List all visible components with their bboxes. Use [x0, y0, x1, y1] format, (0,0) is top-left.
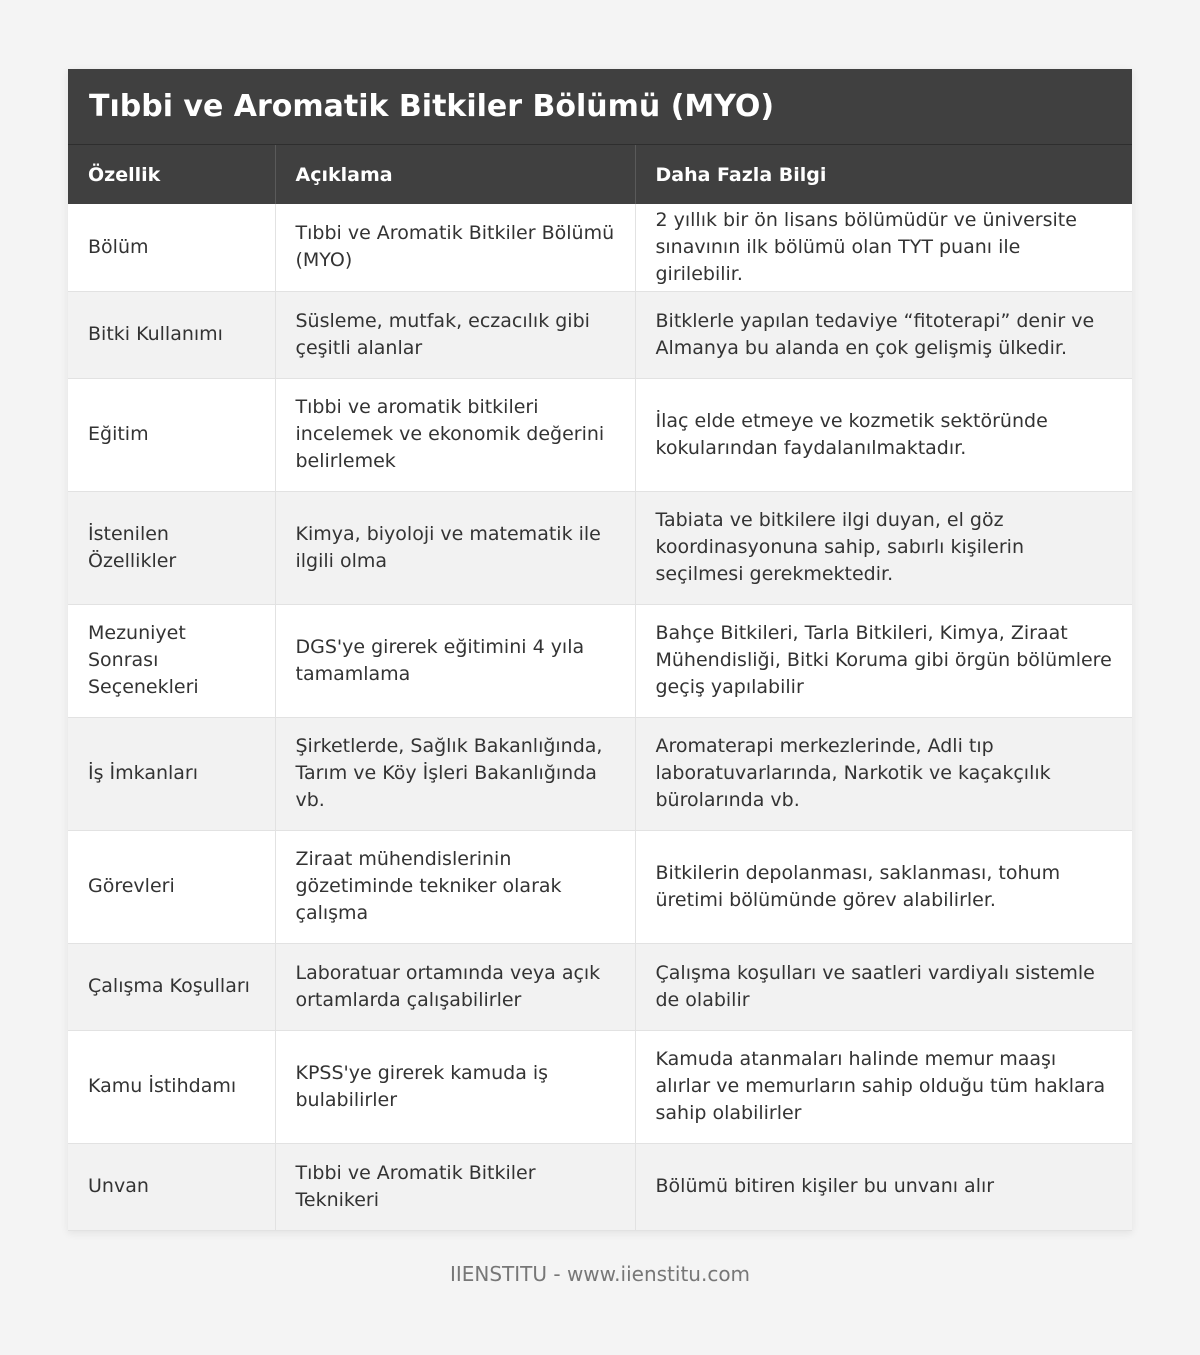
header-row [68, 145, 1132, 204]
table-row [68, 1143, 1132, 1230]
description-cell: Laboratuar ortamında veya açık ortamlarda çalışabilirler [275, 943, 635, 1030]
description-cell: DGS'ye girerek eğitimini 4 yıla tamamlama [275, 604, 635, 717]
feature-cell: Bölüm [68, 204, 275, 291]
feature-cell: Mezuniyet Sonrası Seçenekleri [68, 604, 275, 717]
table-row [68, 491, 1132, 604]
table-row [68, 717, 1132, 830]
feature-cell: İstenilen Özellikler [68, 491, 275, 604]
more-info-cell: Bahçe Bitkileri, Tarla Bitkileri, Kimya, Ziraat Mühendisliği, Bitki Koruma gibi örgün bölümlere geçiş yapılabilir [635, 604, 1132, 717]
description-cell: Tıbbi ve Aromatik Bitkiler Bölümü (MYO) [275, 204, 635, 291]
info-table [68, 145, 1132, 1231]
feature-cell: İş İmkanları [68, 717, 275, 830]
description-cell: KPSS'ye girerek kamuda iş bulabilirler [275, 1030, 635, 1143]
feature-cell: Unvan [68, 1143, 275, 1230]
more-info-cell: Bölümü bitiren kişiler bu unvanı alır [635, 1143, 1132, 1230]
more-info-cell: 2 yıllık bir ön lisans bölümüdür ve üniversite sınavının ilk bölümü olan TYT puanı ile girilebilir. [635, 204, 1132, 291]
feature-cell: Çalışma Koşulları [68, 943, 275, 1030]
description-cell: Tıbbi ve Aromatik Bitkiler Teknikeri [275, 1143, 635, 1230]
description-cell: Ziraat mühendislerinin gözetiminde tekniker olarak çalışma [275, 830, 635, 943]
column-header-feature: Özellik [68, 145, 275, 204]
more-info-cell: Aromaterapi merkezlerinde, Adli tıp laboratuvarlarında, Narkotik ve kaçakçılık bürolarında vb. [635, 717, 1132, 830]
feature-cell: Eğitim [68, 378, 275, 491]
feature-cell: Bitki Kullanımı [68, 291, 275, 378]
more-info-cell: Bitkilerin depolanması, saklanması, tohum üretimi bölümünde görev alabilirler. [635, 830, 1132, 943]
column-header-more-info: Daha Fazla Bilgi [635, 145, 1132, 204]
description-cell: Süsleme, mutfak, eczacılık gibi çeşitli alanlar [275, 291, 635, 378]
feature-cell: Görevleri [68, 830, 275, 943]
description-cell: Şirketlerde, Sağlık Bakanlığında, Tarım ve Köy İşleri Bakanlığında vb. [275, 717, 635, 830]
footer-credit: IIENSTITU - www.iienstitu.com [449, 1262, 751, 1286]
more-info-cell: Bitklerle yapılan tedaviye “fitoterapi” denir ve Almanya bu alanda en çok gelişmiş ülkedir. [635, 291, 1132, 378]
description-cell: Kimya, biyoloji ve matematik ile ilgili olma [275, 491, 635, 604]
more-info-cell: Çalışma koşulları ve saatleri vardiyalı sistemle de olabilir [635, 943, 1132, 1030]
description-cell: Tıbbi ve aromatik bitkileri incelemek ve ekonomik değerini belirlemek [275, 378, 635, 491]
table-row [68, 604, 1132, 717]
table-row [68, 1030, 1132, 1143]
info-table-card [68, 69, 1132, 1231]
more-info-cell: Tabiata ve bitkilere ilgi duyan, el göz koordinasyonuna sahip, sabırlı kişilerin seçilmesi gerekmektedir. [635, 491, 1132, 604]
column-header-description: Açıklama [275, 145, 635, 204]
table-row [68, 291, 1132, 378]
more-info-cell: İlaç elde etmeye ve kozmetik sektöründe kokularından faydalanılmaktadır. [635, 378, 1132, 491]
table-row [68, 378, 1132, 491]
more-info-cell: Kamuda atanmaları halinde memur maaşı alırlar ve memurların sahip olduğu tüm haklara sahip olabilirler [635, 1030, 1132, 1143]
table-title: Tıbbi ve Aromatik Bitkiler Bölümü (MYO) [68, 69, 1132, 145]
table-row [68, 830, 1132, 943]
feature-cell: Kamu İstihdamı [68, 1030, 275, 1143]
table-row [68, 204, 1132, 291]
table-row [68, 943, 1132, 1030]
